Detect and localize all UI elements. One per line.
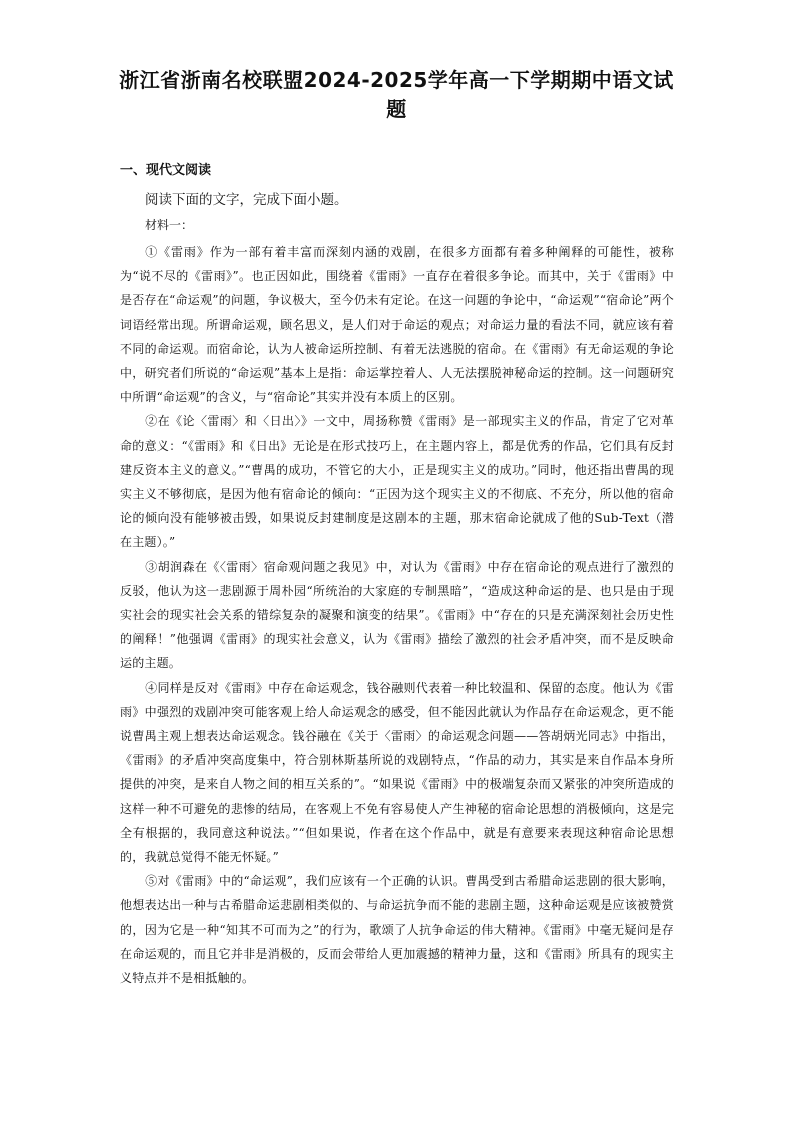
paragraph-4: ④同样是反对《雷雨》中存在命运观念，钱谷融则代表着一种比较温和、保留的态度。他认为《雷雨》中强烈的戏剧冲突可能客观上给人命运观念的感受，但不能因此就认为作品存在命运观念，更不能说曹禺主观上想表达命运观念。钱谷融在《关于〈雷雨〉的命运观念问题——答胡炳光同志》中指出，《雷雨》的矛盾冲突高度集中，符合别林斯基所说的戏剧特点，“作品的动力，其实是来自作品本身所提供的冲突，是来自人物之间的相互关系的”。“如果说《雷雨》中的极端复杂而又紧张的冲突所造成的这样一种不可避免的悲惨的结局，在客观上不免有容易使人产生神秘的宿命论思想的消极倾向，这是完全有根据的，我同意这种说法。”“但如果说，作者在这个作品中，就是有意要来表现这种宿命论思想的，我就总觉得不能无怀疑。”	[120, 680, 674, 865]
document-title: 浙江省浙南名校联盟2024-2025学年高一下学期期中语文试题	[119, 68, 674, 121]
paragraph-3: ③胡润森在《〈雷雨〉宿命观问题之我见》中，对认为《雷雨》中存在宿命论的观点进行了激烈的反驳，他认为这一悲剧源于周朴园“所统治的大家庭的专制黑暗”，“造成这种命运的是、也只是由于现实社会的现实社会关系的错综复杂的凝聚和演变的结果”。《雷雨》中“存在的只是充满深刻社会历史性的阐释！”他强调《雷雨》的现实社会意义，认为《雷雨》描绘了激烈的社会矛盾冲突，而不是反映命运的主题。	[120, 559, 674, 671]
material-label: 材料一：	[145, 218, 194, 232]
paragraph-5: ⑤对《雷雨》中的“命运观”，我们应该有一个正确的认识。曹禺受到古希腊命运悲剧的很大影响，他想表达出一种与古希腊命运悲剧相类似的、与命运抗争而不能的悲剧主题，这种命运观是应该被赞赏的，因为它是一种“知其不可而为之”的行为，歌颂了人抗争命运的伟大精神。《雷雨》中毫无疑问是存在命运观的，而且它并非是消极的，反而会带给人更加震撼的精神力量，这和《雷雨》所具有的现实主义特点并不是相抵触的。	[120, 874, 674, 986]
article-body	[120, 240, 674, 990]
reading-instruction: 阅读下面的文字，完成下面小题。	[145, 192, 348, 208]
paragraph-1: ①《雷雨》作为一部有着丰富而深刻内涵的戏剧，在很多方面都有着多种阐释的可能性，被称为“说不尽的《雷雨》”。也正因如此，围绕着《雷雨》一直存在着很多争论。而其中，关于《雷雨》中是否存在“命运观”的问题，争议极大，至今仍未有定论。在这一问题的争论中，“命运观”“宿命论”两个词语经常出现。所谓命运观，顾名思义，是人们对于命运的观点；对命运力量的看法不同，就应该有着不同的命运观。而宿命论，认为人被命运所控制、有着无法逃脱的宿命。在《雷雨》有无命运观的争论中，研究者们所说的“命运观”基本上是指：命运掌控着人、人无法摆脱神秘命运的控制。这一问题研究中所谓“命运观”的含义，与“宿命论”其实并没有本质上的区别。	[120, 245, 674, 405]
paragraph-2: ②在《论〈雷雨〉和〈日出〉》一文中，周扬称赞《雷雨》是一部现实主义的作品，肯定了它对革命的意义：“《雷雨》和《日出》无论是在形式技巧上，在主题内容上，都是优秀的作品，它们具有反封建反资本主义的意义。”“曹禺的成功，不管它的大小，正是现实主义的成功。”同时，他还指出曹禺的现实主义不够彻底，是因为他有宿命论的倾向：“正因为这个现实主义的不彻底、不充分，所以他的宿命论的倾向没有能够被击毁，如果说反封建制度是这剧本的主题，那末宿命论就成了他的Sub-Text（潜在主题）。”	[120, 414, 674, 550]
section-heading: 一、现代文阅读	[120, 163, 212, 178]
